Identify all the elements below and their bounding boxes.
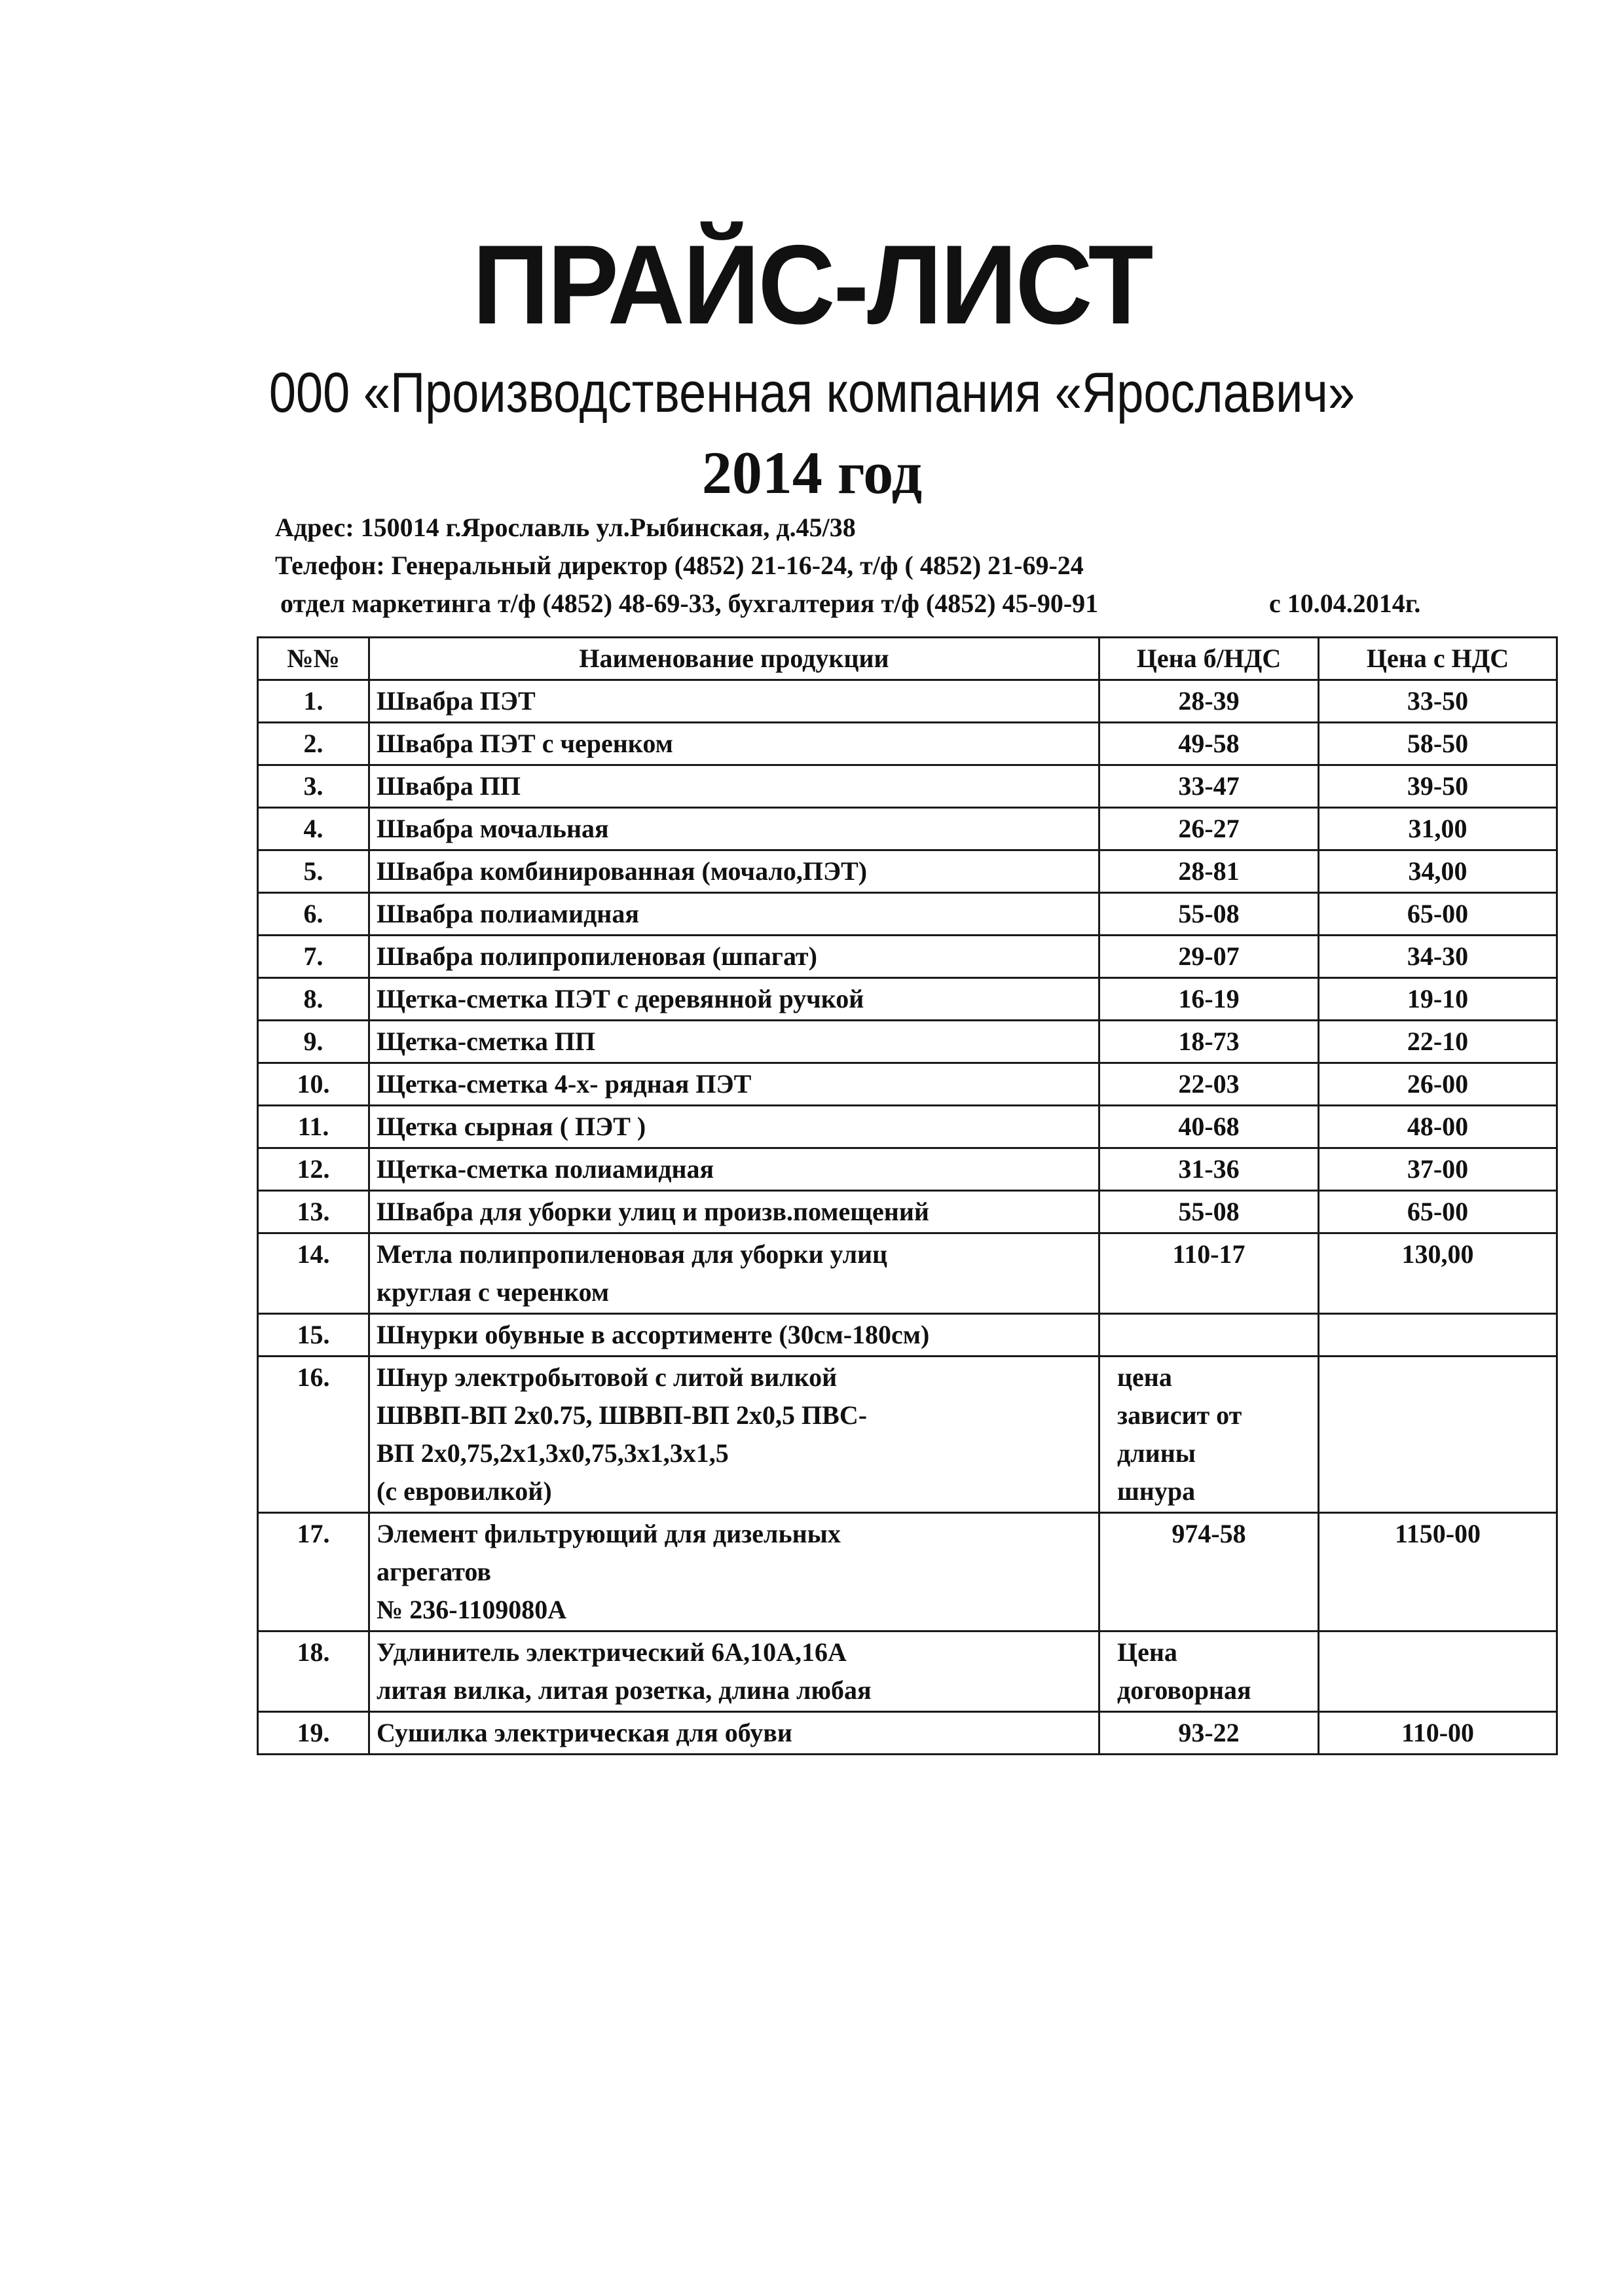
price-net: 40-68	[1099, 1106, 1319, 1148]
row-number: 8.	[258, 978, 369, 1021]
product-name: Швабра полипропиленовая (шпагат)	[369, 936, 1099, 978]
row-number: 14.	[258, 1233, 369, 1314]
product-name: Швабра ПЭТ	[369, 680, 1099, 723]
company-name: 000 «Производственная компания «Ярославич»	[268, 361, 1356, 424]
table-row	[258, 1021, 1557, 1063]
price-net: 974-58	[1099, 1513, 1319, 1631]
table-row	[258, 1357, 1557, 1513]
table-row	[258, 765, 1557, 808]
price-net: 31-36	[1099, 1148, 1319, 1191]
price-net: цена зависит от длины шнура	[1099, 1357, 1319, 1513]
price-vat: 31,00	[1319, 808, 1557, 850]
product-name: Швабра мочальная	[369, 808, 1099, 850]
phone-line: Телефон: Генеральный директор (4852) 21-16-24, т/ф ( 4852) 21-69-24	[275, 551, 1084, 580]
table-row	[258, 1712, 1557, 1755]
price-vat: 39-50	[1319, 765, 1557, 808]
price-net: 55-08	[1099, 893, 1319, 936]
product-name: Швабра ПП	[369, 765, 1099, 808]
price-net: 33-47	[1099, 765, 1319, 808]
price-net: 93-22	[1099, 1712, 1319, 1755]
product-name: Щетка-сметка 4-х- рядная ПЭТ	[369, 1063, 1099, 1106]
price-vat: 22-10	[1319, 1021, 1557, 1063]
product-name: Щетка сырная ( ПЭТ )	[369, 1106, 1099, 1148]
price-vat: 37-00	[1319, 1148, 1557, 1191]
price-net: 18-73	[1099, 1021, 1319, 1063]
price-net: 16-19	[1099, 978, 1319, 1021]
product-name: Щетка-сметка ПП	[369, 1021, 1099, 1063]
product-name: Шнур электробытовой с литой вилкой ШВВП-ВП 2х0.75, ШВВП-ВП 2х0,5 ПВС- ВП 2х0,75,2х1,3х0,75,3х1,3х1,5 (с евровилкой)	[369, 1357, 1099, 1513]
header-price-net: Цена б/НДС	[1099, 638, 1319, 680]
table-row	[258, 1148, 1557, 1191]
price-vat	[1319, 1357, 1557, 1513]
product-name: Щетка-сметка полиамидная	[369, 1148, 1099, 1191]
table-row	[258, 1314, 1557, 1357]
table-row	[258, 1106, 1557, 1148]
table-row	[258, 1233, 1557, 1314]
product-name: Удлинитель электрический 6А,10А,16А литая вилка, литая розетка, длина любая	[369, 1631, 1099, 1712]
product-name: Элемент фильтрующий для дизельных агрегатов № 236-1109080А	[369, 1513, 1099, 1631]
price-net: 110-17	[1099, 1233, 1319, 1314]
price-net	[1099, 1314, 1319, 1357]
price-vat: 65-00	[1319, 1191, 1557, 1233]
product-name: Швабра полиамидная	[369, 893, 1099, 936]
price-vat: 110-00	[1319, 1712, 1557, 1755]
header-product-name: Наименование продукции	[369, 638, 1099, 680]
price-vat: 65-00	[1319, 893, 1557, 936]
row-number: 19.	[258, 1712, 369, 1755]
row-number: 11.	[258, 1106, 369, 1148]
row-number: 12.	[258, 1148, 369, 1191]
price-vat: 34-30	[1319, 936, 1557, 978]
product-name: Метла полипропиленовая для уборки улиц круглая с черенком	[369, 1233, 1099, 1314]
product-name: Швабра комбинированная (мочало,ПЭТ)	[369, 850, 1099, 893]
table-row	[258, 893, 1557, 936]
table-row	[258, 1631, 1557, 1712]
price-net: 55-08	[1099, 1191, 1319, 1233]
price-net: 29-07	[1099, 936, 1319, 978]
row-number: 5.	[258, 850, 369, 893]
table-row	[258, 723, 1557, 765]
row-number: 16.	[258, 1357, 369, 1513]
price-net: 28-39	[1099, 680, 1319, 723]
row-number: 2.	[258, 723, 369, 765]
price-net: 22-03	[1099, 1063, 1319, 1106]
row-number: 9.	[258, 1021, 369, 1063]
product-name: Швабра для уборки улиц и произв.помещений	[369, 1191, 1099, 1233]
effective-date: с 10.04.2014г.	[1269, 589, 1421, 618]
row-number: 3.	[258, 765, 369, 808]
price-vat	[1319, 1631, 1557, 1712]
price-vat	[1319, 1314, 1557, 1357]
table-row	[258, 936, 1557, 978]
row-number: 13.	[258, 1191, 369, 1233]
price-vat: 1150-00	[1319, 1513, 1557, 1631]
row-number: 15.	[258, 1314, 369, 1357]
price-net: Цена договорная	[1099, 1631, 1319, 1712]
row-number: 17.	[258, 1513, 369, 1631]
table-row	[258, 850, 1557, 893]
year-heading: 2014 год	[701, 439, 923, 506]
table-header-row	[258, 638, 1557, 680]
price-vat: 26-00	[1319, 1063, 1557, 1106]
address-line: Адрес: 150014 г.Ярославль ул.Рыбинская, д.45/38	[275, 513, 856, 542]
price-vat: 19-10	[1319, 978, 1557, 1021]
price-vat: 34,00	[1319, 850, 1557, 893]
product-name: Сушилка электрическая для обуви	[369, 1712, 1099, 1755]
table-row	[258, 680, 1557, 723]
price-net: 49-58	[1099, 723, 1319, 765]
price-vat: 58-50	[1319, 723, 1557, 765]
table-row	[258, 1191, 1557, 1233]
table-row	[258, 1063, 1557, 1106]
price-vat: 33-50	[1319, 680, 1557, 723]
header-number: №№	[258, 638, 369, 680]
row-number: 10.	[258, 1063, 369, 1106]
table-row	[258, 808, 1557, 850]
price-net: 26-27	[1099, 808, 1319, 850]
product-name: Швабра ПЭТ с черенком	[369, 723, 1099, 765]
row-number: 18.	[258, 1631, 369, 1712]
price-table	[257, 636, 1558, 1755]
row-number: 1.	[258, 680, 369, 723]
price-vat: 48-00	[1319, 1106, 1557, 1148]
price-vat: 130,00	[1319, 1233, 1557, 1314]
product-name: Щетка-сметка ПЭТ с деревянной ручкой	[369, 978, 1099, 1021]
departments-line: отдел маркетинга т/ф (4852) 48-69-33, бухгалтерия т/ф (4852) 45-90-91	[280, 589, 1099, 618]
header-price-vat: Цена с НДС	[1319, 638, 1557, 680]
row-number: 7.	[258, 936, 369, 978]
product-name: Шнурки обувные в ассортименте (30см-180см)	[369, 1314, 1099, 1357]
table-row	[258, 978, 1557, 1021]
price-net: 28-81	[1099, 850, 1319, 893]
row-number: 6.	[258, 893, 369, 936]
document-title: ПРАЙС-ЛИСТ	[472, 222, 1152, 348]
table-row	[258, 1513, 1557, 1631]
row-number: 4.	[258, 808, 369, 850]
